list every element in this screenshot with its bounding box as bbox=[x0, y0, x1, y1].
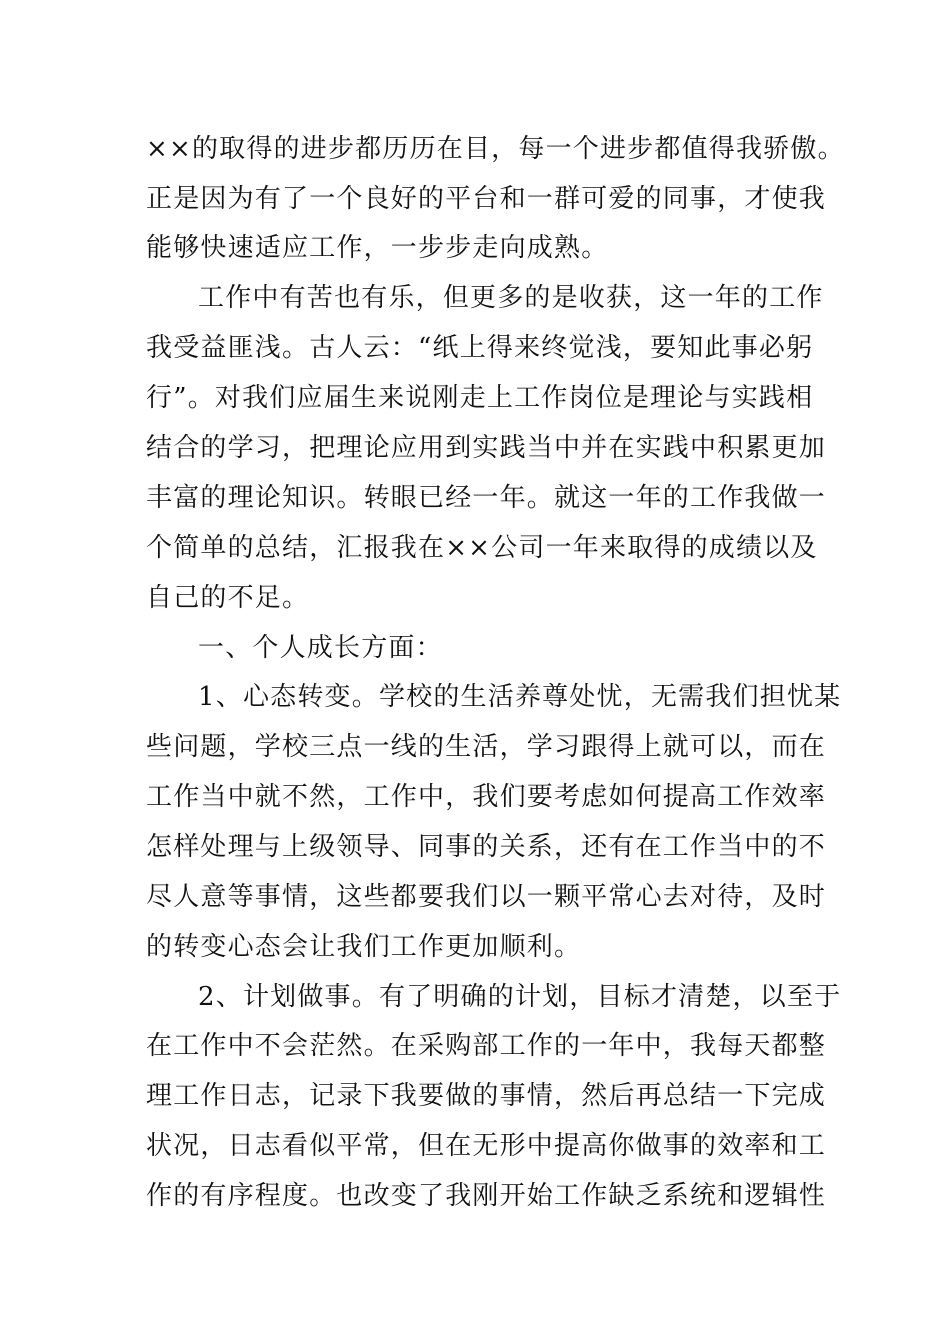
text-line: 我受益匪浅。古人云：“纸上得来终觉浅，要知此事必躬 bbox=[146, 333, 814, 363]
text-line: 些问题，学校三点一线的生活，学习跟得上就可以，而在 bbox=[146, 732, 827, 762]
text-line: 工作中有苦也有乐，但更多的是收获，这一年的工作 bbox=[198, 283, 824, 313]
text-line: 尽人意等事情，这些都要我们以一颗平常心去对待，及时 bbox=[146, 882, 827, 912]
text-line: 丰富的理论知识。转眼已经一年。就这一年的工作我做一 bbox=[146, 483, 827, 513]
text-line: 2、计划做事。有了明确的计划，目标才清楚，以至于 bbox=[198, 982, 842, 1012]
text-line: 工作当中就不然，工作中，我们要考虑如何提高工作效率 bbox=[146, 782, 827, 812]
text-line: 能够快速适应工作，一步步走向成熟。 bbox=[146, 233, 609, 263]
text-line: 理工作日志，记录下我要做的事情，然后再总结一下完成 bbox=[146, 1081, 827, 1111]
text-line: 个简单的总结，汇报我在××公司一年来取得的成绩以及 bbox=[146, 533, 818, 563]
text-line: 在工作中不会茫然。在采购部工作的一年中，我每天都整 bbox=[146, 1031, 827, 1061]
text-line: 自己的不足。 bbox=[146, 583, 310, 613]
text-line: 作的有序程度。也改变了我刚开始工作缺乏系统和逻辑性 bbox=[146, 1181, 827, 1211]
text-line: 正是因为有了一个良好的平台和一群可爱的同事，才使我 bbox=[146, 184, 827, 214]
text-line: 1、心态转变。学校的生活养尊处忧，无需我们担忧某 bbox=[198, 682, 842, 712]
text-line: 的转变心态会让我们工作更加顺利。 bbox=[146, 932, 582, 962]
text-line: ××的取得的进步都历历在目，每一个进步都值得我骄傲。 bbox=[146, 134, 845, 164]
text-line: 状况，日志看似平常，但在无形中提高你做事的效率和工 bbox=[146, 1131, 827, 1161]
section-heading: 一、个人成长方面： bbox=[198, 633, 443, 663]
text-line: 结合的学习，把理论应用到实践当中并在实践中积累更加 bbox=[146, 433, 827, 463]
text-line: 怎样处理与上级领导、同事的关系，还有在工作当中的不 bbox=[146, 832, 827, 862]
text-line: 行”。对我们应届生来说刚走上工作岗位是理论与实践相 bbox=[146, 383, 814, 413]
